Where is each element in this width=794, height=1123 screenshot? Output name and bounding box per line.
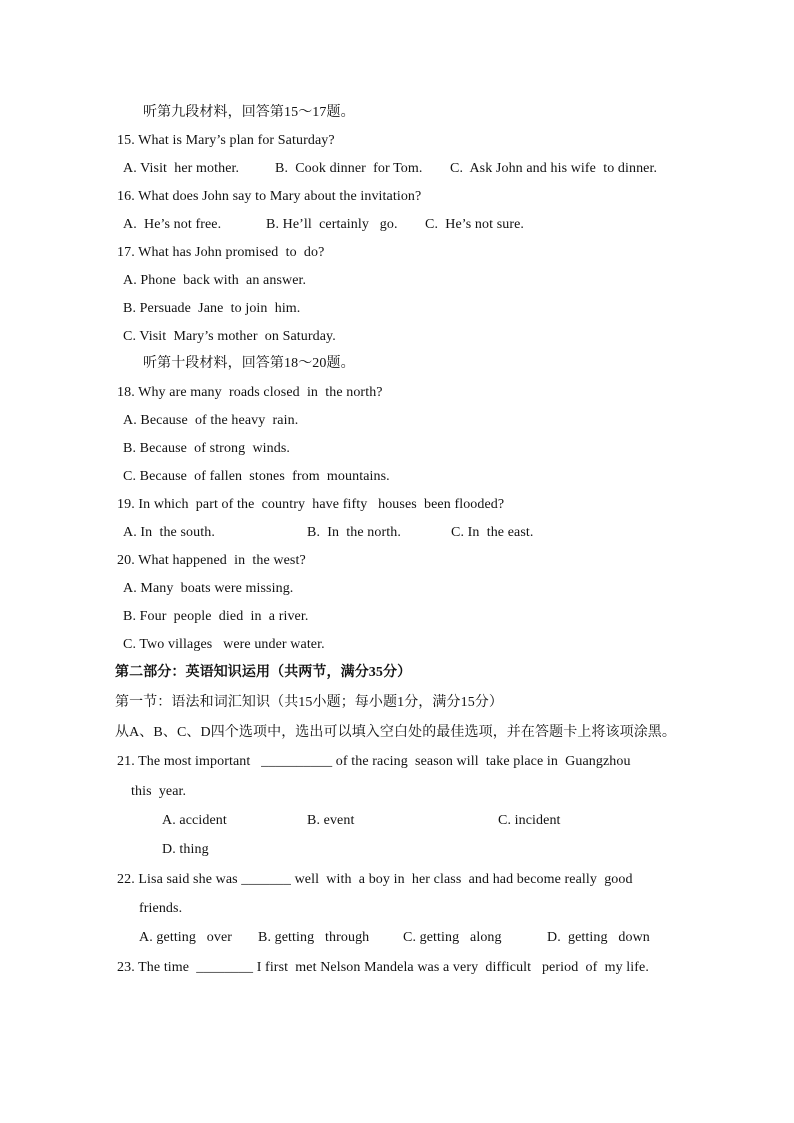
q19-stem: 19. In which part of the country have fifty houses been flooded?	[117, 497, 505, 512]
q22-option-a: A. getting over	[139, 930, 233, 945]
q19-option-b: B. In the north.	[307, 525, 401, 540]
q18-option-a: A. Because of the heavy rain.	[123, 413, 299, 428]
q15-stem: 15. What is Mary’s plan for Saturday?	[117, 133, 335, 148]
q22-option-b: B. getting through	[258, 930, 370, 945]
q16-option-c: C. He’s not sure.	[425, 217, 525, 232]
q21-stem-line2: this year.	[131, 784, 187, 799]
q17-option-b: B. Persuade Jane to join him.	[123, 301, 301, 316]
q20-option-c: C. Two villages were under water.	[123, 637, 325, 652]
q22-stem-line2: friends.	[139, 901, 183, 916]
q22-option-c: C. getting along	[403, 930, 502, 945]
q20-stem: 20. What happened in the west?	[117, 553, 306, 568]
q19-option-a: A. In the south.	[123, 525, 215, 540]
section1-title: 第一节：语法和词汇知识（共15小题；每小题1分，满分15分）	[115, 695, 503, 710]
q15-option-c: C. Ask John and his wife to dinner.	[450, 161, 658, 176]
q16-option-b: B. He’ll certainly go.	[266, 217, 398, 232]
q16-stem: 16. What does John say to Mary about the invitation?	[117, 189, 422, 204]
q21-option-c: C. incident	[498, 813, 561, 828]
q17-option-c: C. Visit Mary’s mother on Saturday.	[123, 329, 336, 344]
q18-option-b: B. Because of strong winds.	[123, 441, 290, 456]
q18-option-c: C. Because of fallen stones from mountains.	[123, 469, 390, 484]
q21-option-d: D. thing	[162, 842, 209, 857]
q17-option-a: A. Phone back with an answer.	[123, 273, 307, 288]
q15-option-a: A. Visit her mother.	[123, 161, 240, 176]
part2-title: 第二部分：英语知识运用（共两节，满分35分）	[115, 665, 412, 680]
q19-option-c: C. In the east.	[451, 525, 534, 540]
q23-stem: 23. The time ________ I first met Nelson Mandela was a very difficult period of my life.	[117, 960, 649, 975]
q20-option-a: A. Many boats were missing.	[123, 581, 294, 596]
q17-stem: 17. What has John promised to do?	[117, 245, 325, 260]
q22-stem-line1: 22. Lisa said she was _______ well with a boy in her class and had become really good	[117, 872, 633, 887]
q16-option-a: A. He’s not free.	[123, 217, 222, 232]
section9-intro: 听第九段材料，回答第15～17题。	[143, 105, 355, 120]
q22-option-d: D. getting down	[547, 930, 650, 945]
q21-option-b: B. event	[307, 813, 355, 828]
q21-option-a: A. accident	[162, 813, 227, 828]
q20-option-b: B. Four people died in a river.	[123, 609, 309, 624]
q18-stem: 18. Why are many roads closed in the north?	[117, 385, 383, 400]
instructions: 从A、B、C、D四个选项中，选出可以填入空白处的最佳选项，并在答题卡上将该项涂黑。	[115, 725, 676, 740]
section10-intro: 听第十段材料，回答第18～20题。	[143, 356, 355, 371]
q15-option-b: B. Cook dinner for Tom.	[275, 161, 423, 176]
q21-stem-line1: 21. The most important __________ of the racing season will take place in Guangzhou	[117, 754, 631, 769]
